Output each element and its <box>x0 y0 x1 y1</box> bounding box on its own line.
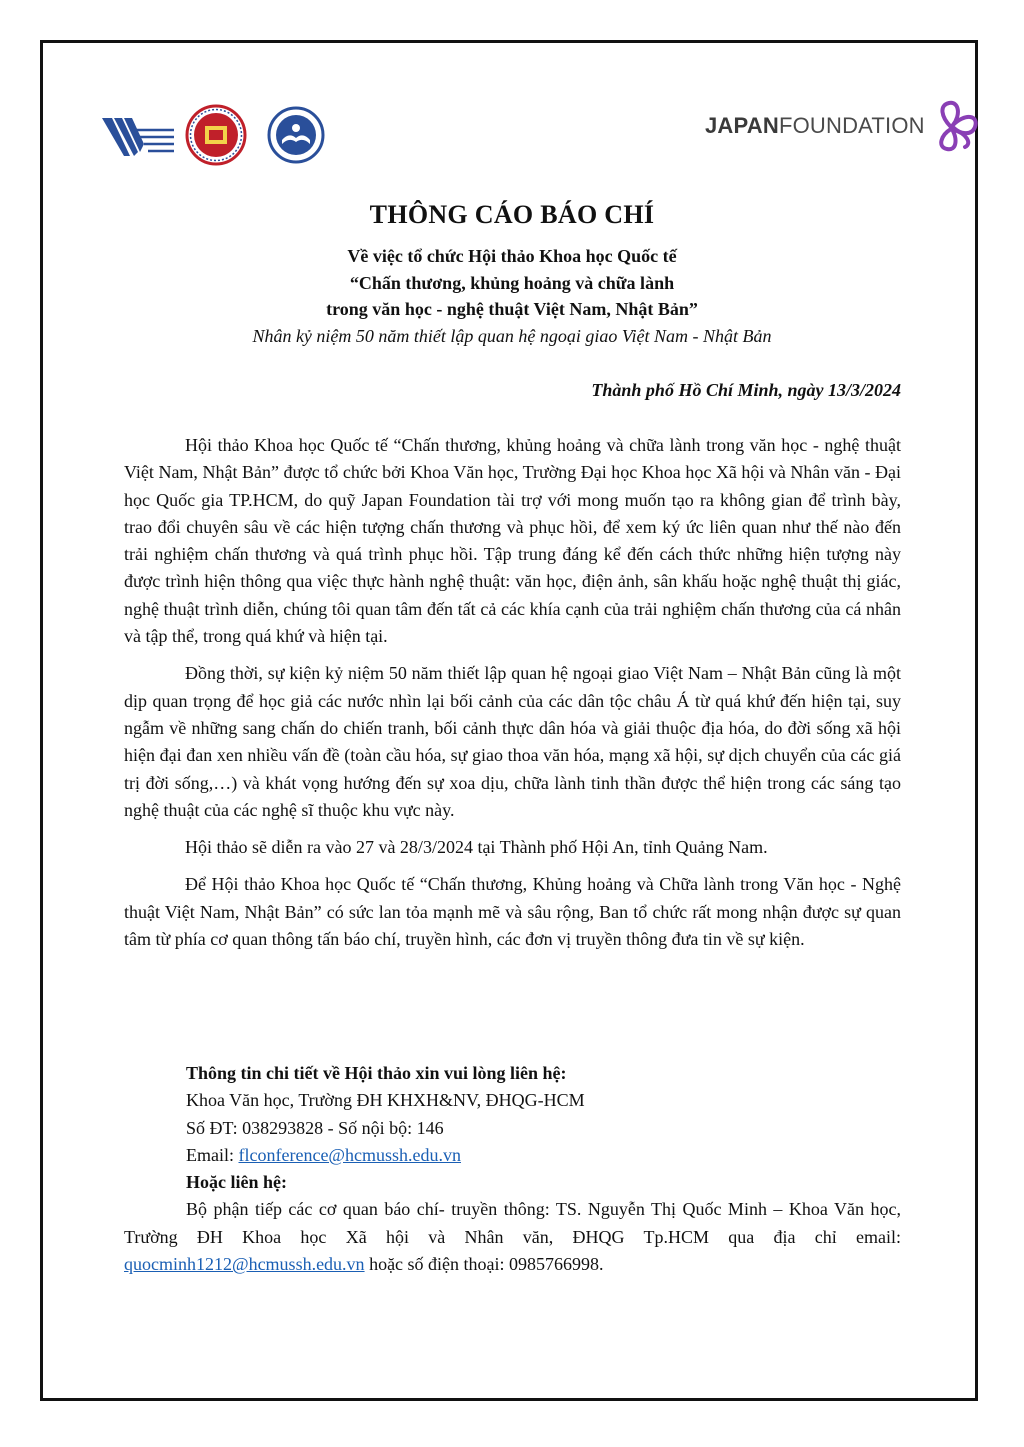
document-title: THÔNG CÁO BÁO CHÍ <box>369 200 655 229</box>
butterfly-icon <box>927 97 981 155</box>
alt-contact-heading: Hoặc liên hệ: <box>186 1172 287 1193</box>
japan-foundation-logo <box>705 96 981 156</box>
subtitle-line: Về việc tổ chức Hội thảo Khoa học Quốc tế <box>347 246 677 266</box>
paragraph: Hội thảo sẽ diễn ra vào 27 và 28/3/2024 tại Thành phố Hội An, tỉnh Quảng Nam. <box>185 837 768 858</box>
ussh-logo <box>178 104 254 166</box>
subtitle-italic: Nhân kỷ niệm 50 năm thiết lập quan hệ ngoại giao Việt Nam - Nhật Bản <box>252 325 772 346</box>
paragraph: Hội thảo Khoa học Quốc tế “Chấn thương, khủng hoảng và chữa lành trong văn học - nghệ thuật Việt Nam, Nhật Bản” được tổ chức bởi Khoa Văn học, Trường Đại học Khoa học Xã hội và Nhân văn - Đại học Quốc gia TP.HCM, do quỹ Japan Foundation tài trợ với mong muốn tạo ra không gian để trình bày, trao đổi chuyên sâu về các hiện tượng chấn thương và phục hồi, để xem ký ức liên quan như thế nào đến trải nghiệm chấn thương và quá trình phục hồi. Tập trung đáng kể đến cách thức những hiện tượng này được trình hiện thông qua việc thực hành nghệ thuật: văn học, điện ảnh, sân khấu hoặc nghệ thuật thị giác, nghệ thuật trình diễn, chúng tôi quan tâm đến tất cả các khía cạnh của trải nghiệm chấn thương của cá nhân và tập thể, trong quá khứ và hiện tại. <box>124 435 901 647</box>
faculty-of-literature-logo <box>258 106 334 164</box>
paragraph: Để Hội thảo Khoa học Quốc tế “Chấn thương, Khủng hoảng và Chữa lành trong Văn học - Nghệ thuật Việt Nam, Nhật Bản” có sức lan tỏa mạnh mẽ và sâu rộng, Ban tổ chức rất mong nhận được sự quan tâm từ phía cơ quan thông tấn báo chí, truyền hình, các đơn vị truyền thông đưa tin về sự kiện. <box>124 874 901 950</box>
alt-contact-text <box>124 1196 901 1278</box>
dateline: Thành phố Hồ Chí Minh, ngày 13/3/2024 <box>591 380 901 400</box>
contact-heading: Thông tin chi tiết về Hội thảo xin vui lòng liên hệ: <box>186 1063 567 1083</box>
body-text <box>124 432 901 963</box>
subtitle-block <box>0 243 1024 349</box>
contact-org: Khoa Văn học, Trường ĐH KHXH&NV, ĐHQG-HCM <box>186 1090 585 1111</box>
japan-foundation-wordmark: JAPANFOUNDATION <box>705 113 925 138</box>
contact-email-row <box>124 1142 901 1169</box>
alt-contact-email-link[interactable]: quocminh1212@hcmussh.edu.vn <box>124 1254 365 1275</box>
alt-contact-description: Bộ phận tiếp các cơ quan báo chí- truyền thông: TS. Nguyễn Thị Quốc Minh – Khoa Văn học, Trường ĐH Khoa học Xã hội và Nhân văn, ĐHQG Tp.HCM qua địa chỉ email: <box>124 1199 901 1247</box>
contact-section <box>124 1060 901 1278</box>
subtitle-line: trong văn học - nghệ thuật Việt Nam, Nhật Bản” <box>326 299 698 319</box>
paragraph: Đồng thời, sự kiện kỷ niệm 50 năm thiết lập quan hệ ngoại giao Việt Nam – Nhật Bản cũng là một dịp quan trọng để học giả các nước nhìn lại bối cảnh của các dân tộc châu Á từ quá khứ đến hiện tại, suy ngẫm về những sang chấn do chiến tranh, bối cảnh thực dân hóa và giải thuộc địa hóa, do đời sống xã hội hiện đại đan xen nhiều vấn đề (toàn cầu hóa, sự giao thoa văn hóa, mạng xã hội, sự dịch chuyển của các giá trị đời sống,…) và khát vọng hướng đến sự xoa dịu, chữa lành tinh thần được thể hiện trong các sáng tạo nghệ thuật của các nghệ sĩ thuộc khu vực này. <box>124 663 901 820</box>
subtitle-line: “Chấn thương, khủng hoảng và chữa lành <box>349 272 675 293</box>
vnu-hcm-logo <box>100 108 176 164</box>
contact-email-link[interactable]: flconference@hcmussh.edu.vn <box>238 1144 461 1165</box>
alt-contact-phone: hoặc số điện thoại: 0985766998. <box>364 1254 604 1275</box>
contact-phone: Số ĐT: 038293828 - Số nội bộ: 146 <box>186 1117 444 1138</box>
email-label: Email: <box>186 1144 239 1165</box>
